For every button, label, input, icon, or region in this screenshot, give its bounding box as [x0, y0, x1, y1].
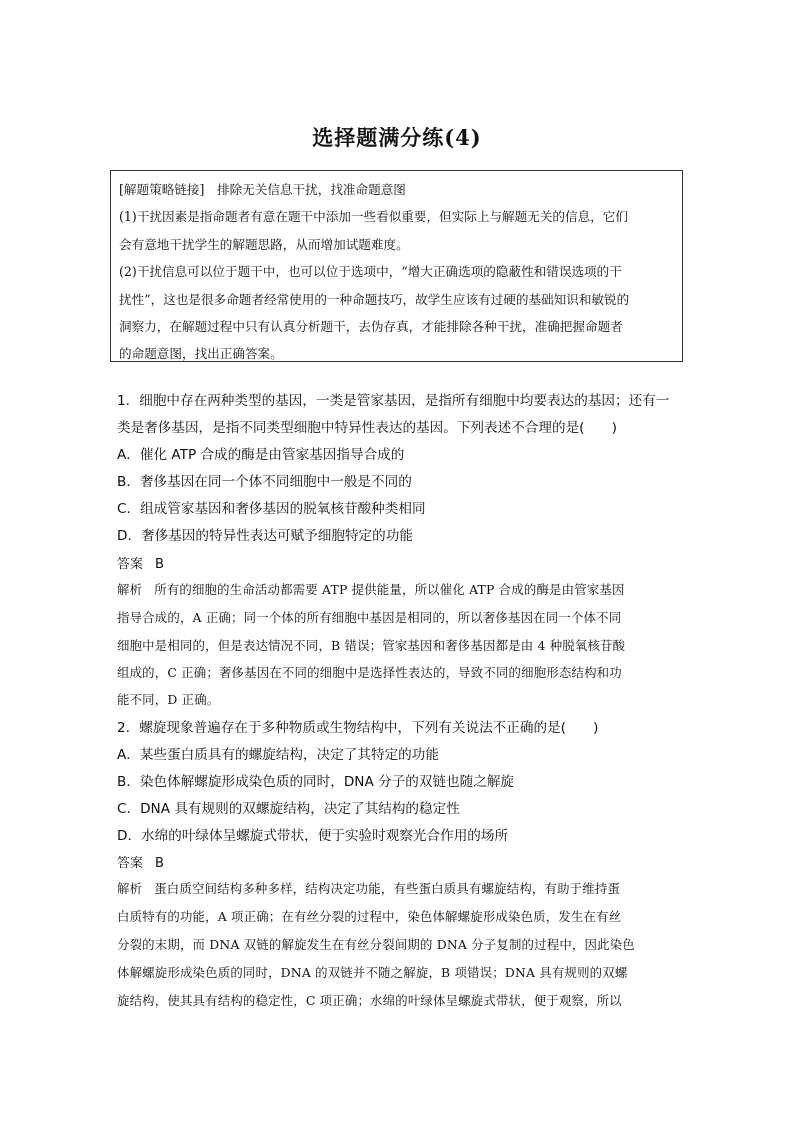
question-2-option-b: B．染色体解螺旋形成染色质的同时，DNA 分子的双链也随之解旋	[117, 774, 515, 790]
analysis-label: 解析	[117, 881, 143, 896]
analysis-line: 组成的，C 正确；奢侈基因在不同的细胞中是选择性表达的，导致不同的细胞形态结构和功	[117, 665, 622, 680]
analysis-line: 体解螺旋形成染色质的同时，DNA 的双链并不随之解旋，B 项错误；DNA 具有规则的双螺	[117, 965, 628, 980]
question-1-option-d: D．奢侈基因的特异性表达可赋予细胞特定的功能	[117, 528, 413, 544]
strategy-heading: [解题策略链接] 排除无关信息干扰，找准命题意图	[119, 182, 406, 197]
question-2-option-c: C．DNA 具有规则的双螺旋结构，决定了其结构的稳定性	[117, 801, 460, 817]
page-title: 选择题满分练(4)	[312, 125, 482, 150]
question-2-stem: 2．螺旋现象普遍存在于多种物质或生物结构中，下列有关说法不正确的是( )	[117, 720, 599, 736]
question-1-option-b: B．奢侈基因在同一个体不同细胞中一般是不同的	[117, 474, 412, 490]
question-1-analysis	[117, 580, 683, 598]
analysis-line: 能不同，D 正确。	[117, 692, 220, 707]
strategy-line: 会有意地干扰学生的解题思路，从而增加试题难度。	[119, 236, 409, 252]
question-2-analysis	[117, 879, 683, 897]
strategy-line: (2)干扰信息可以位于题干中，也可以位于选项中，“增大正确选项的隐蔽性和错误选项的干	[119, 264, 622, 280]
analysis-line: 分裂的末期，而 DNA 双链的解旋发生在有丝分裂间期的 DNA 分子复制的过程中，因此染色	[117, 937, 635, 952]
strategy-line: (1)干扰因素是指命题者有意在题干中添加一些看似重要，但实际上与解题无关的信息，它们	[119, 209, 628, 225]
analysis-line: 细胞中是相同的，但是表达情况不同，B 错误；管家基因和奢侈基因都是由 4 种脱氧核苷酸	[117, 638, 626, 653]
question-2-option-a: A．某些蛋白质具有的螺旋结构，决定了其特定的功能	[117, 747, 439, 763]
analysis-line: 指导合成的，A 正确；同一个体的所有细胞中基因是相同的，所以奢侈基因在同一个体不同	[117, 610, 622, 625]
question-1-stem: 1．细胞中存在两种类型的基因，一类是管家基因，是指所有细胞中均要表达的基因；还有一	[117, 393, 670, 409]
answer-label: 答案	[117, 557, 144, 572]
strategy-line: 洞察力，在解题过程中只有认真分析题干，去伪存真，才能排除各种干扰，准确把握命题者	[119, 319, 623, 335]
analysis-line: 旋结构，使其具有结构的稳定性，C 项正确；水绵的叶绿体呈螺旋式带状，便于观察，所以	[117, 993, 622, 1008]
question-1-option-a: A．催化 ATP 合成的酶是由管家基因指导合成的	[117, 447, 405, 463]
answer-value: B	[155, 856, 164, 871]
analysis-line: 蛋白质空间结构多种多样，结构决定功能，有些蛋白质具有螺旋结构，有助于维持蛋	[154, 881, 621, 896]
question-1-stem: 类是奢侈基因，是指不同类型细胞中特异性表达的基因。下列表述不合理的是( )	[117, 420, 617, 436]
analysis-label: 解析	[117, 582, 143, 597]
strategy-line: 扰性”，这也是很多命题者经常使用的一种命题技巧，故学生应该有过硬的基础知识和敏锐的	[119, 291, 630, 307]
question-1-option-c: C．组成管家基因和奢侈基因的脱氧核苷酸种类相同	[117, 501, 426, 517]
question-2-option-d: D．水绵的叶绿体呈螺旋式带状，便于实验时观察光合作用的场所	[117, 828, 509, 844]
question-2-answer	[117, 852, 683, 871]
analysis-line: 白质特有的功能，A 项正确；在有丝分裂的过程中，染色体解螺旋形成染色质，发生在有丝	[117, 909, 622, 924]
strategy-box	[110, 170, 683, 362]
strategy-line: 的命题意图，找出正确答案。	[119, 346, 283, 362]
question-1-answer	[117, 553, 683, 572]
answer-value: B	[155, 557, 164, 572]
analysis-line: 所有的细胞的生命活动都需要 ATP 提供能量，所以催化 ATP 合成的酶是由管家基因	[154, 582, 625, 597]
answer-label: 答案	[117, 856, 144, 871]
